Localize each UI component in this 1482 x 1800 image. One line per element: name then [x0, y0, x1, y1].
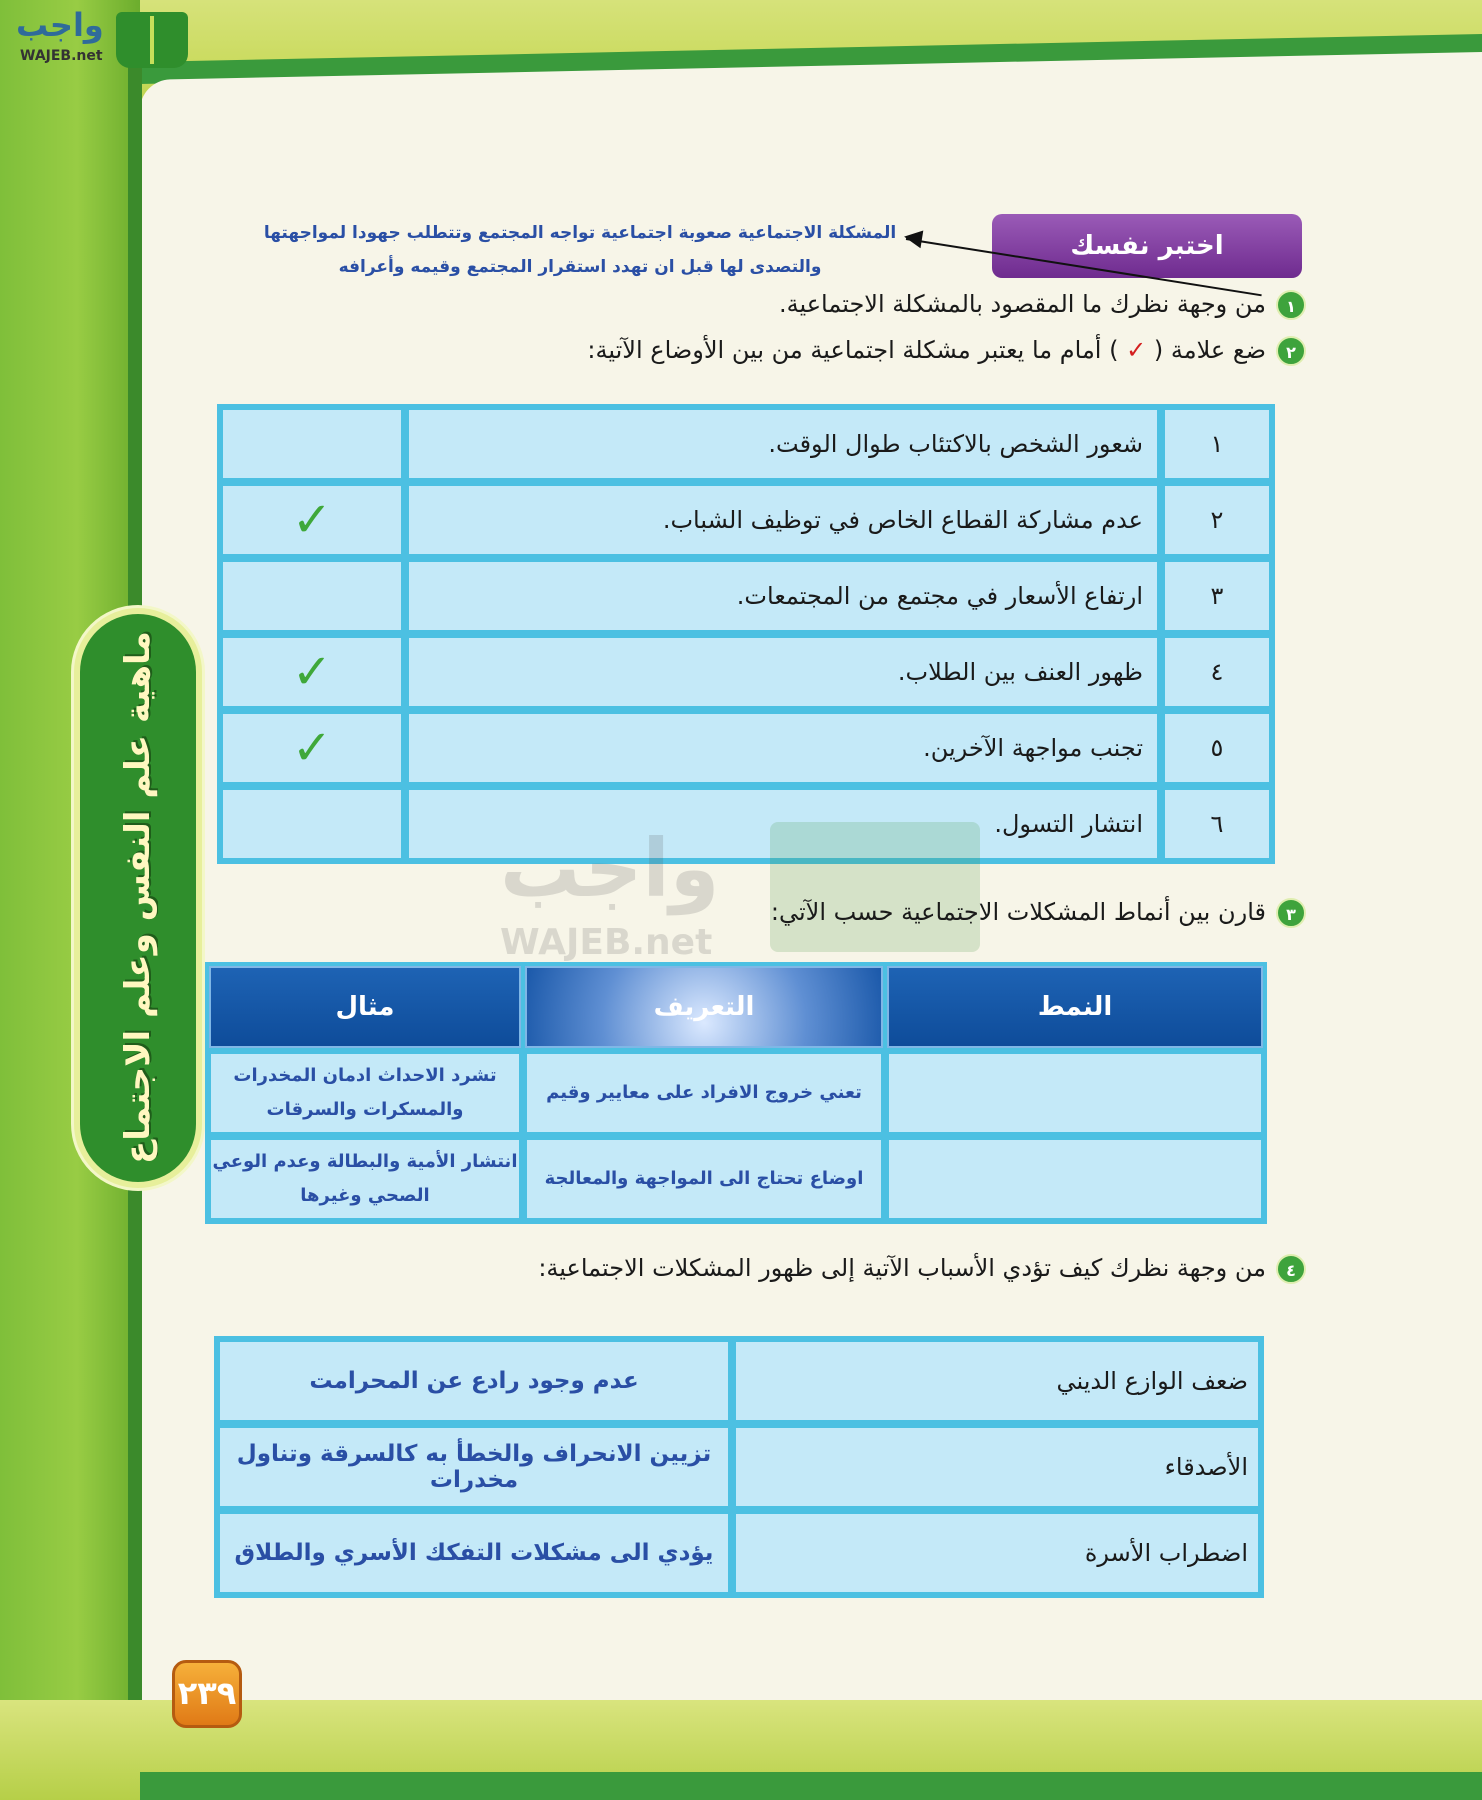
table-row: [218, 1512, 1260, 1594]
header-pattern: النمط: [887, 966, 1263, 1048]
bottom-stripe: [140, 1772, 1482, 1800]
arrow-icon: [903, 228, 924, 249]
pattern-cell[interactable]: [887, 1052, 1263, 1134]
row-number: ٦: [1163, 788, 1271, 860]
table-row: [209, 1138, 1263, 1220]
site-logo[interactable]: [10, 6, 190, 72]
question-text-b: ) أمام ما يعتبر مشكلة اجتماعية من بين الأوضاع الآتية:: [587, 336, 1119, 364]
row-number: ١: [1163, 408, 1271, 480]
situations-table: [217, 404, 1275, 864]
table-row: [221, 408, 1271, 480]
answer-cell[interactable]: عدم وجود رادع عن المحرامت: [218, 1340, 730, 1422]
cause-cell: اضطراب الأسرة: [734, 1512, 1260, 1594]
check-cell[interactable]: [221, 560, 403, 632]
table-row: [218, 1426, 1260, 1508]
check-mark-icon: ✓: [1126, 336, 1147, 364]
logo-arabic: واجب: [16, 6, 104, 44]
question-number-badge: ١: [1276, 290, 1306, 320]
table-row: [209, 1052, 1263, 1134]
question-number-badge: ٤: [1276, 1254, 1306, 1284]
table-row: [218, 1340, 1260, 1422]
cause-cell: الأصدقاء: [734, 1426, 1260, 1508]
question-3: [771, 898, 1306, 928]
question-text: من وجهة نظرك كيف تؤدي الأسباب الآتية إلى ظهور المشكلات الاجتماعية:: [538, 1254, 1266, 1282]
watermark-english: WAJEB.net: [500, 922, 713, 963]
definition-note: [250, 216, 910, 284]
note-line-1: المشكلة الاجتماعية صعوبة اجتماعية تواجه المجتمع وتتطلب جهودا لمواجهتها: [263, 223, 897, 243]
watermark-arabic: واجب: [500, 822, 720, 915]
check-cell[interactable]: [221, 408, 403, 480]
situation-text: ارتفاع الأسعار في مجتمع من المجتمعات.: [407, 560, 1159, 632]
row-number: ٥: [1163, 712, 1271, 784]
situation-text: شعور الشخص بالاكتئاب طوال الوقت.: [407, 408, 1159, 480]
question-number-badge: ٢: [1276, 336, 1306, 366]
situation-text: عدم مشاركة القطاع الخاص في توظيف الشباب.: [407, 484, 1159, 556]
logo-english: WAJEB.net: [20, 48, 103, 64]
note-line-2: والتصدى لها قبل ان تهدد استقرار المجتمع وقيمه وأعرافه: [338, 257, 822, 277]
pattern-cell[interactable]: [887, 1138, 1263, 1220]
table-row: [221, 560, 1271, 632]
patterns-table: [205, 962, 1267, 1224]
causes-table: [214, 1336, 1264, 1598]
check-cell[interactable]: ✓: [221, 636, 403, 708]
header-example: مثال: [209, 966, 521, 1048]
check-cell[interactable]: ✓: [221, 484, 403, 556]
example-cell[interactable]: تشرد الاحداث ادمان المخدرات والمسكرات والسرقات: [209, 1052, 521, 1134]
question-4: [538, 1254, 1306, 1284]
answer-cell[interactable]: تزيين الانحراف والخطأ به كالسرقة وتناول مخدرات: [218, 1426, 730, 1508]
situation-text: ظهور العنف بين الطلاب.: [407, 636, 1159, 708]
situation-text: انتشار التسول.: [407, 788, 1159, 860]
question-1: [779, 290, 1306, 320]
row-number: ٤: [1163, 636, 1271, 708]
test-yourself-label: اختبر نفسك: [992, 214, 1302, 278]
question-text-a: ضع علامة (: [1153, 336, 1266, 364]
question-2: [587, 336, 1306, 366]
row-number: ٣: [1163, 560, 1271, 632]
page-number: ٢٣٩: [172, 1660, 242, 1728]
definition-cell[interactable]: تعني خروج الافراد على معايير وقيم: [525, 1052, 883, 1134]
question-number-badge: ٣: [1276, 898, 1306, 928]
table-header-row: [209, 966, 1263, 1048]
check-cell[interactable]: [221, 788, 403, 860]
question-text: قارن بين أنماط المشكلات الاجتماعية حسب الآتي:: [770, 898, 1266, 926]
header-definition: التعريف: [525, 966, 883, 1048]
answer-cell[interactable]: يؤدي الى مشكلات التفكك الأسري والطلاق: [218, 1512, 730, 1594]
table-row: [221, 636, 1271, 708]
table-row: [221, 788, 1271, 860]
example-cell[interactable]: انتشار الأمية والبطالة وعدم الوعي الصحي وغيرها: [209, 1138, 521, 1220]
row-number: ٢: [1163, 484, 1271, 556]
check-cell[interactable]: ✓: [221, 712, 403, 784]
situation-text: تجنب مواجهة الآخرين.: [407, 712, 1159, 784]
question-text: من وجهة نظرك ما المقصود بالمشكلة الاجتماعية.: [778, 290, 1266, 318]
chapter-title: ماهية علم النفس وعلم الاجتماع: [118, 631, 158, 1165]
book-icon: [116, 12, 188, 68]
table-row: [221, 484, 1271, 556]
table-row: [221, 712, 1271, 784]
definition-cell[interactable]: اوضاع تحتاج الى المواجهة والمعالجة: [525, 1138, 883, 1220]
cause-cell: ضعف الوازع الديني: [734, 1340, 1260, 1422]
